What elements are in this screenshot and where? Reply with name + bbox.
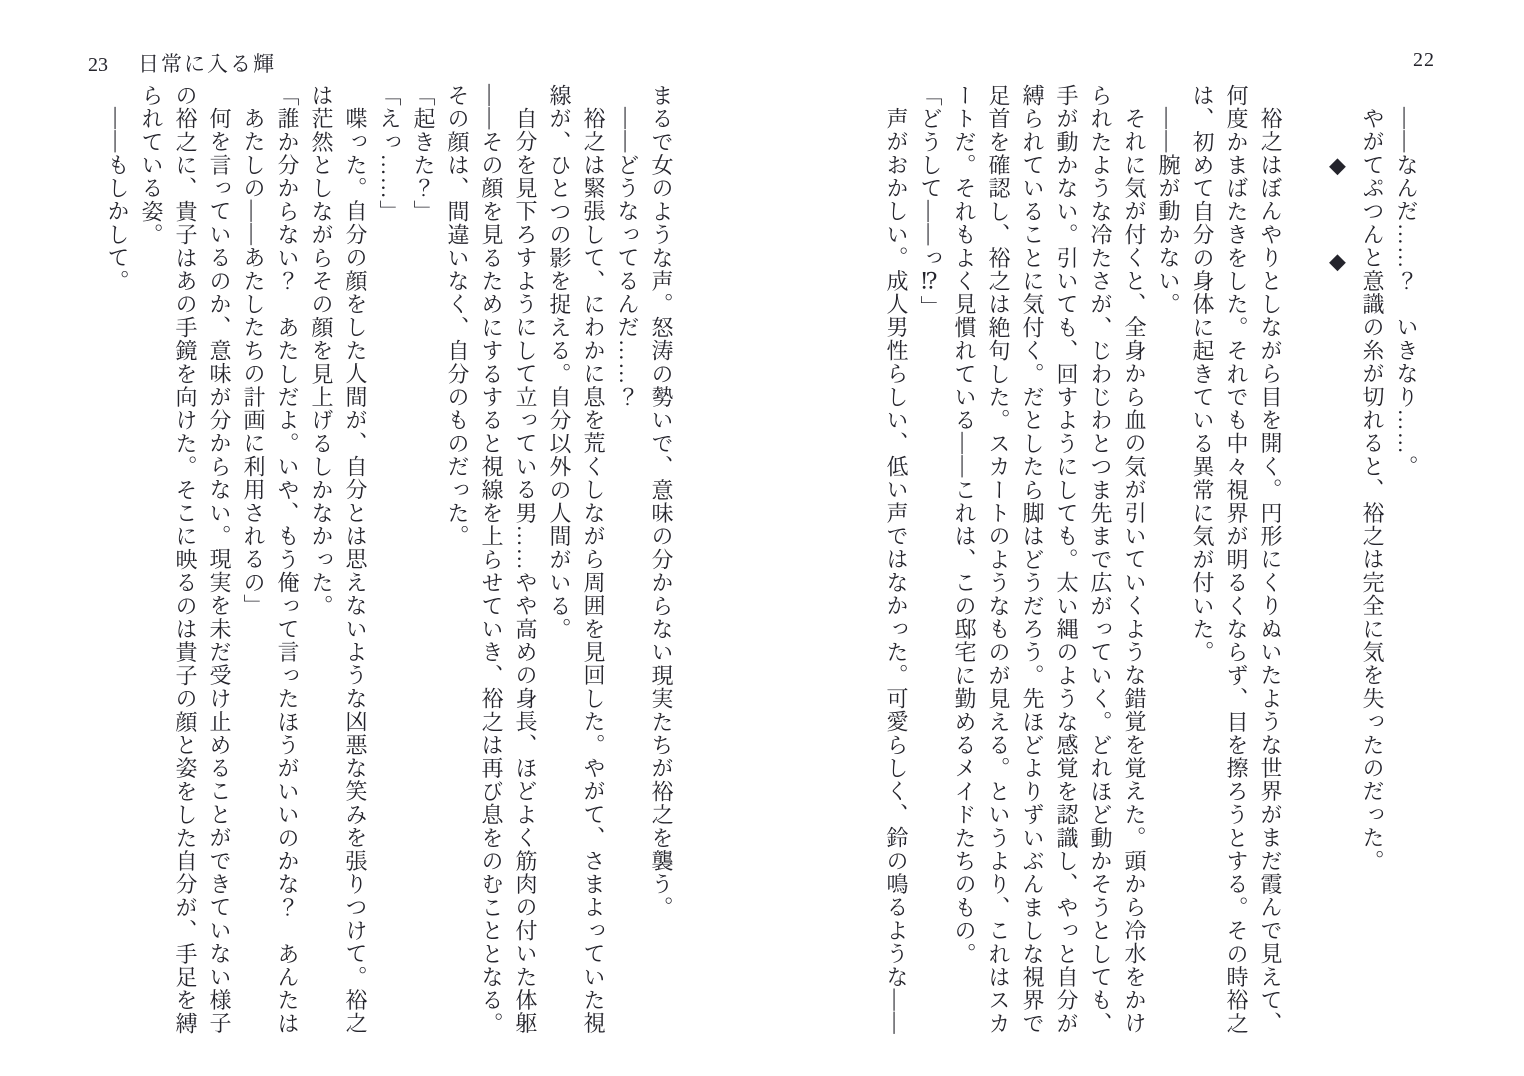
text-line: ートだ。それもよく見慣れている――これは、この邸宅に勤めるメイドたちのもの。 [952,84,977,966]
text-line: 「えっ……」 [377,84,402,224]
text-line: の裕之に、貴子はあの手鏡を向けた。そこに映るのは貴子の顔と姿をした自分が、手足を縛 [173,84,198,1036]
text-line: ――もしかして。 [105,107,130,293]
text-line: あたしの――あたしたちの計画に利用されるの」 [241,107,266,618]
page-number-right: 22 [1413,49,1435,71]
text-line: 裕之は緊張して、にわかに息を荒くしながら周囲を見回した。やがて、さまよっていた視 [581,107,606,1035]
page-23-text [100,84,678,1036]
text-line: 裕之はぼんやりとしながら目を開く。円形にくりぬいたような世界がまだ霞んで見えて、 [1258,107,1283,1035]
text-line: られている姿。 [139,84,164,247]
text-line: 何を言っているのか、意味が分からない。現実を未だ受け止めることができていない様子 [207,107,232,1035]
text-line: られたような冷たさが、じわじわとつま先まで広がっていく。どれほど動かそうとしても、 [1088,84,1113,1036]
text-line: 「どうして――っ⁉」 [918,84,943,319]
text-line: 足首を確認し、裕之は絶句した。スカートのようなものが見える。というより、これはスカ [986,84,1011,1036]
text-line: 喋った。自分の顔をした人間が、自分とは思えないような凶悪な笑みを張りつけて。裕之 [343,107,368,1035]
text-line: やがてぷつんと意識の糸が切れると、裕之は完全に気を失ったのだった。 [1360,107,1385,873]
text-line: は茫然としながらその顔を見上げるしかなかった。 [309,84,334,618]
chapter-title: 日常に入る輝 [138,52,276,76]
running-header [88,48,276,78]
text-line: 自分を見下ろすようにして立っている男……やや高めの身長、ほどよく筋肉の付いた体躯 [513,107,538,1035]
page-number-left: 23 [88,54,108,76]
text-line: 手が動かない。引いても、回すようにしても。太い縄のような感覚を認識し、やっと自分が [1054,84,1079,1036]
text-line: 声がおかしい。成人男性らしい、低い声ではなかった。可愛らしく、鈴の鳴るような―― [884,107,909,1035]
text-line: ◆ ◆ [1326,84,1351,276]
text-line: 「誰か分からない？ あたしだよ。いや、もう俺って言ったほうがいいのかな？ あんたは [275,84,300,1036]
text-line: 「起きた？」 [411,84,436,224]
page-22-text [879,84,1423,1036]
text-line: それに気が付くと、全身から血の気が引いていくような錯覚を覚えた。頭から冷水をかけ [1122,107,1147,1035]
text-line: 線が、ひとつの影を捉える。自分以外の人間がいる。 [547,84,572,641]
text-line: は、初めて自分の身体に起きている異常に気が付いた。 [1190,84,1215,664]
text-line [1287,84,1321,1036]
text-line: 縛られていることに気付く。だとしたら脚はどうだろう。先ほどよりずいぶんましな視界で [1020,84,1045,1036]
text-line: その顔は、間違いなく、自分のものだった。 [445,84,470,548]
text-line: ――どうなってるんだ……？ [615,107,640,409]
text-line: ――腕が動かない。 [1156,107,1181,316]
text-line: ――その顔を見るためにするすると視線を上らせていき、裕之は再び息をのむこととなる。 [479,84,504,1036]
text-line: 何度かまばたきをした。それでも中々視界が明るくならず、目を擦ろうとする。その時裕之 [1224,84,1249,1036]
text-line: ――なんだ……？ いきなり……。 [1394,107,1419,479]
text-line: まるで女のような声。怒涛の勢いで、意味の分からない現実たちが裕之を襲う。 [649,84,674,920]
